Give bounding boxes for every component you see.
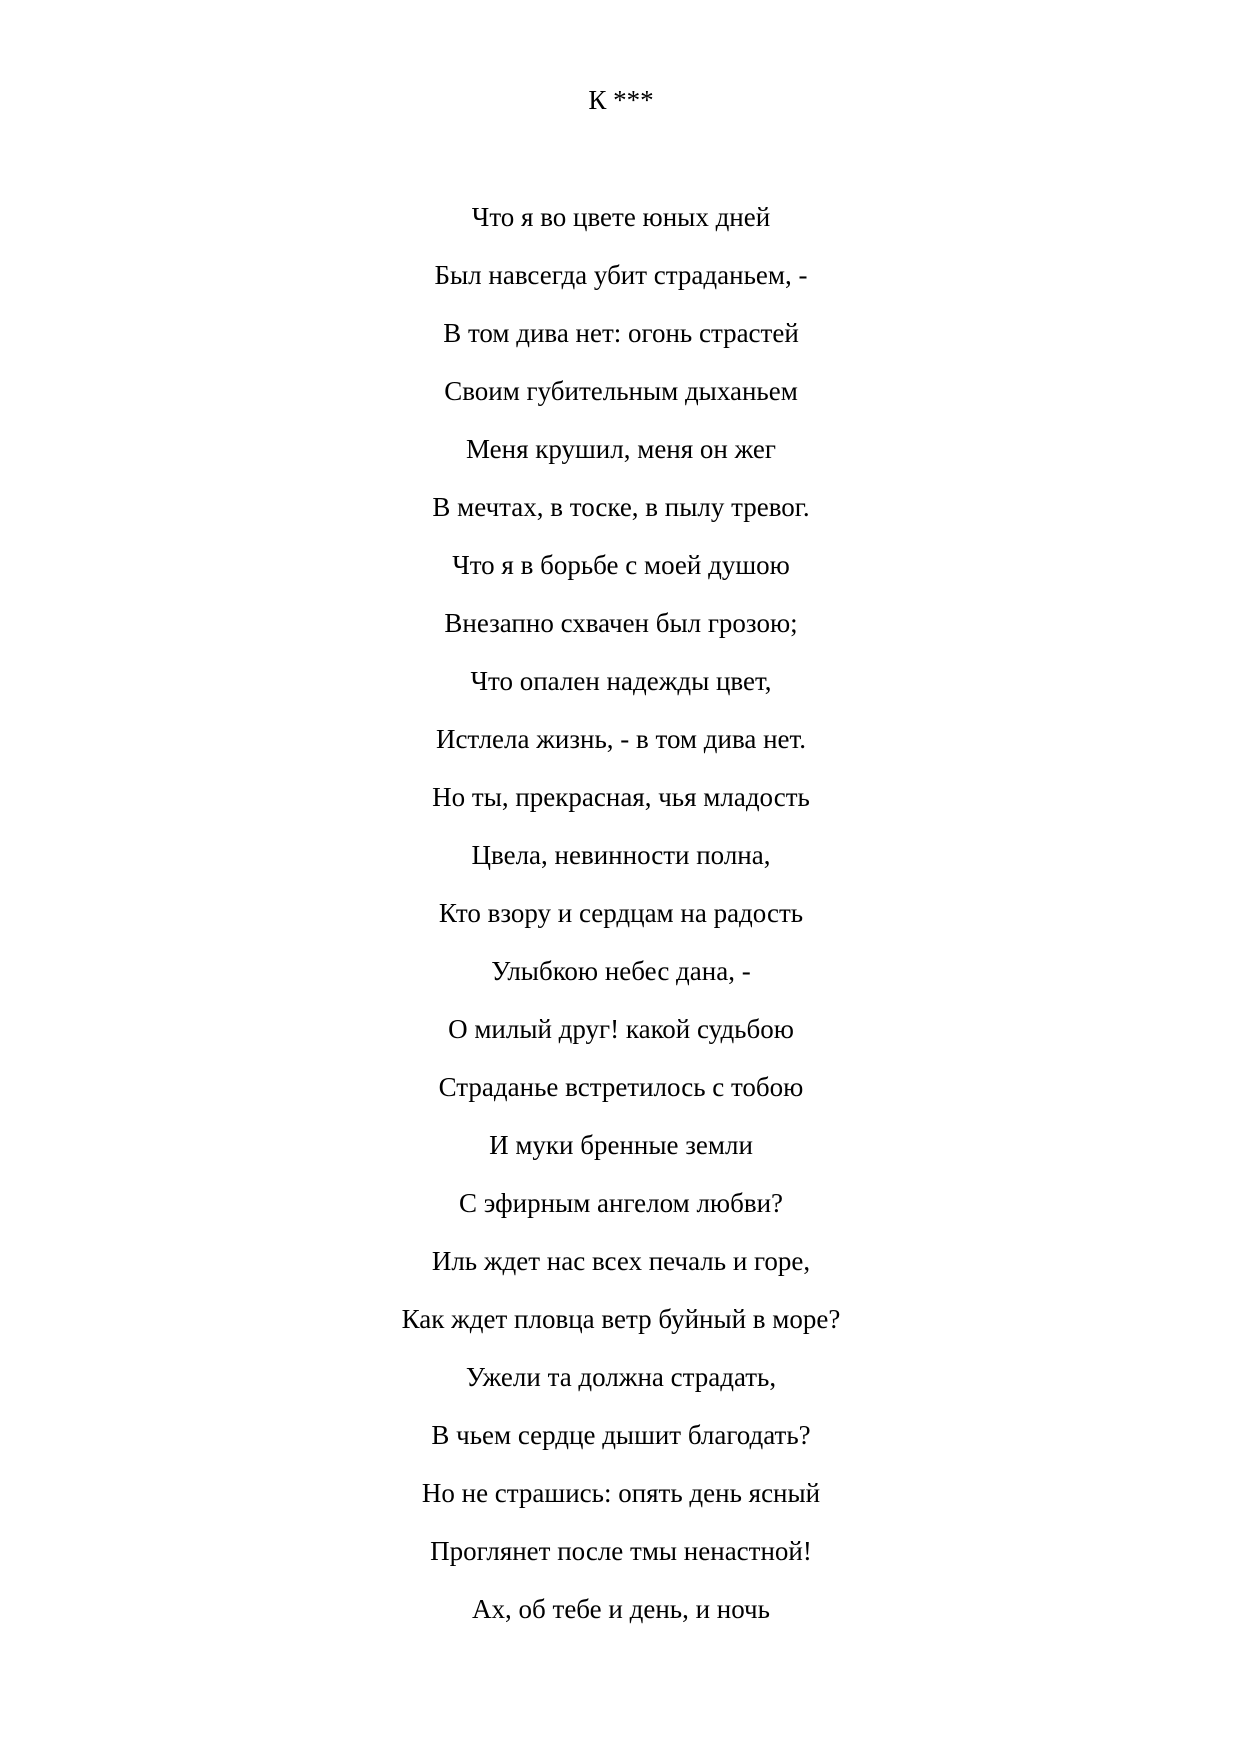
poem-line: Иль ждет нас всех печаль и горе, [431, 1246, 811, 1276]
poem-line: И муки бренные земли [489, 1130, 753, 1160]
poem-line: Меня крушил, меня он жег [466, 434, 776, 464]
poem-line: В мечтах, в тоске, в пылу тревог. [432, 492, 810, 522]
poem-line: С эфирным ангелом любви? [458, 1188, 784, 1218]
poem-line: Проглянет после тмы ненастной! [430, 1536, 812, 1566]
poem-line: Как ждет пловца ветр буйный в море? [401, 1304, 841, 1334]
poem-line: Кто взору и сердцам на радость [438, 898, 804, 928]
poem-line: О милый друг! какой судьбою [448, 1014, 794, 1044]
poem-line: Но не страшись: опять день ясный [421, 1478, 821, 1508]
poem-line: Цвела, невинности полна, [471, 840, 771, 870]
poem-line: Но ты, прекрасная, чья младость [432, 782, 810, 812]
poem-line: Своим губительным дыханьем [444, 376, 798, 406]
poem-line: Что я в борьбе с моей душою [452, 550, 790, 580]
poem-line: Что я во цвете юных дней [471, 202, 771, 232]
poem-line: Истлела жизнь, - в том дива нет. [435, 724, 807, 754]
poem-line: Внезапно схвачен был грозою; [444, 608, 798, 638]
poem-line: Ах, об тебе и день, и ночь [472, 1594, 770, 1624]
poem-line: Ужели та должна страдать, [465, 1362, 777, 1392]
poem-body [0, 199, 1242, 1649]
poem-line: В том дива нет: огонь страстей [443, 318, 799, 348]
poem-line: Был навсегда убит страданьем, - [434, 260, 808, 290]
poem-title: К *** [588, 85, 654, 115]
poem-line: Что опален надежды цвет, [470, 666, 772, 696]
poem-line: Улыбкою небес дана, - [491, 956, 751, 986]
poem-line: Страданье встретилось с тобою [438, 1072, 804, 1102]
poem-line: В чьем сердце дышит благодать? [431, 1420, 811, 1450]
